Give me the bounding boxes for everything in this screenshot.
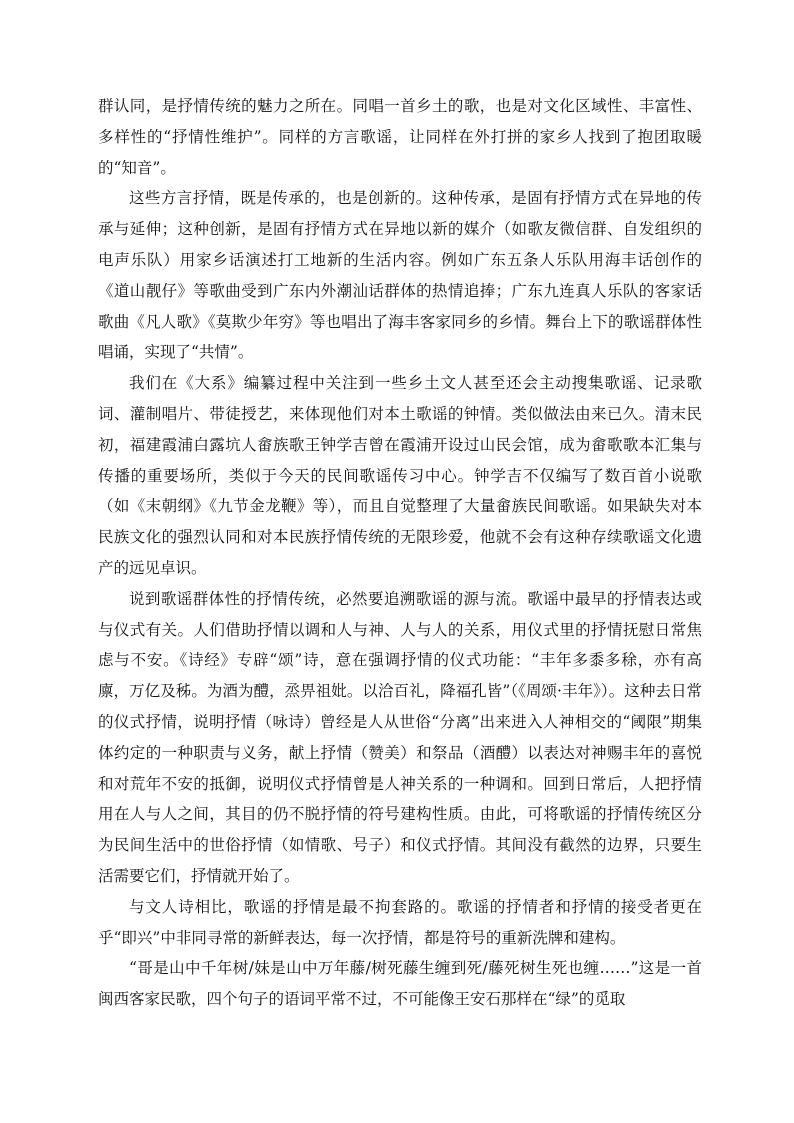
paragraph-2: 这些方言抒情，既是传承的，也是创新的。这种传承，是固有抒情方式在异地的传承与延伸；这种创新，是固有抒情方式在异地以新的媒介（如歌友微信群、自发组织的电声乐队）用家乡话演述打工地新的生活内容。例如广东五条人乐队用海丰话创作的《道山靓仔》等歌曲受到广东内外潮汕话群体的热情追捧；广东九连真人乐队的客家话歌曲《凡人歌》《莫欺少年穷》等也唱出了海丰客家同乡的乡情。舞台上下的歌谣群体性唱诵，实现了“共情”。 (98, 189, 702, 362)
paragraph-5: 与文人诗相比，歌谣的抒情是最不拘套路的。歌谣的抒情者和抒情的接受者更在乎“即兴”中非同寻常的新鲜表达，每一次抒情，都是符号的重新洗牌和建构。 (98, 897, 702, 947)
document-page (98, 91, 702, 1015)
paragraph-4: 说到歌谣群体性的抒情传统，必然要追溯歌谣的源与流。歌谣中最早的抒情表达或与仪式有关。人们借助抒情以调和人与神、人与人的关系，用仪式里的抒情抚慰日常焦虑与不安。《诗经》专辟“颂”诗，意在强调抒情的仪式功能：“丰年多黍多稌，亦有高廪，万亿及秭。为酒为醴，烝畀祖妣。以洽百礼，降福孔皆”（《周颂·丰年》）。这种去日常的仪式抒情，说明抒情（咏诗）曾经是人从世俗“分离”出来进入人神相交的“阈限”期集体约定的一种职责与义务，献上抒情（赞美）和祭品（酒醴）以表达对神赐丰年的喜悦和对荒年不安的抵御，说明仪式抒情曾是人神关系的一种调和。回到日常后，人把抒情用在人与人之间，其目的仍不脱抒情的符号建构性质。由此，可将歌谣的抒情传统区分为民间生活中的世俗抒情（如情歌、号子）和仪式抒情。其间没有截然的边界，只要生活需要它们，抒情就开始了。 (98, 589, 702, 885)
paragraph-6: “哥是山中千年树/妹是山中万年藤/树死藤生缠到死/藤死树生死也缠……”这是一首闽西客家民歌，四个句子的语词平常不过，不可能像王安石那样在“绿”的觅取 (98, 959, 702, 1009)
paragraph-3: 我们在《大系》编纂过程中关注到一些乡土文人甚至还会主动搜集歌谣、记录歌词、灌制唱片、带徒授艺，来体现他们对本土歌谣的钟情。类似做法由来已久。清末民初，福建霞浦白露坑人畲族歌王钟学吉曾在霞浦开设过山民会馆，成为畲歌歌本汇集与传播的重要场所，类似于今天的民间歌谣传习中心。钟学吉不仅编写了数百首小说歌（如《末朝纲》《九节金龙鞭》等），而且自觉整理了大量畲族民间歌谣。如果缺失对本民族文化的强烈认同和对本民族抒情传统的无限珍爱，他就不会有这种存续歌谣文化遗产的远见卓识。 (98, 374, 702, 577)
paragraph-1: 群认同，是抒情传统的魅力之所在。同唱一首乡土的歌，也是对文化区域性、丰富性、多样性的“抒情性维护”。同样的方言歌谣，让同样在外打拼的家乡人找到了抱团取暖的“知音”。 (98, 97, 702, 177)
